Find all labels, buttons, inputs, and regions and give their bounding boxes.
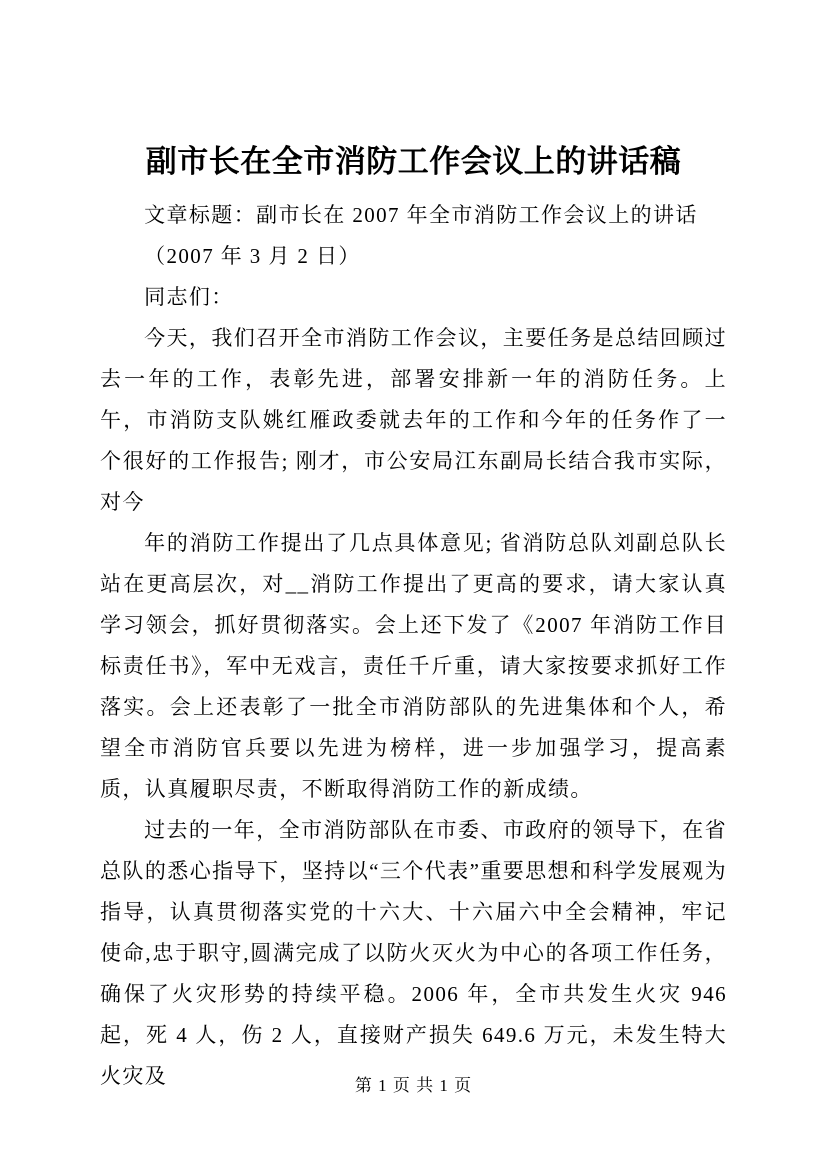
salutation: 同志们：: [144, 285, 234, 309]
body-paragraph-1: 今天，我们召开全市消防工作会议，主要任务是总结回顾过去一年的工作，表彰先进，部署安排新一年的消防任务。上午，市消防支队姚红雁政委就去年的工作和今年的任务作了一个很好的工作报告; 刚才，市公安局江东副局长结合我市实际，对今: [100, 326, 727, 514]
document-title: 副市长在全市消防工作会议上的讲话稿: [145, 144, 682, 179]
body-paragraph-3: 过去的一年，全市消防部队在市委、市政府的领导下，在省总队的悉心指导下，坚持以“三个代表”重要思想和科学发展观为指导，认真贯彻落实党的十六大、十六届六中全会精神，牢记使命,忠于职守,圆满完成了以防火灭火为中心的各项工作任务，确保了火灾形势的持续平稳。2006 年，全市共发生火灾 946 起，死 4 人，伤 2 人，直接财产损失 649.6 万元，未发生特大火灾及: [100, 818, 727, 1088]
article-date-line: （2007 年 3 月 2 日）: [144, 244, 361, 268]
body-paragraph-2: 年的消防工作提出了几点具体意见; 省消防总队刘副总队长站在更高层次，对__消防工作提出了更高的要求，请大家认真学习领会，抓好贯彻落实。会上还下发了《2007 年消防工作目标责任书》，军中无戏言，责任千斤重，请大家按要求抓好工作落实。会上还表彰了一批全市消防部队的先进集体和个人，希望全市消防官兵要以先进为榜样，进一步加强学习，提高素质，认真履职尽责，不断取得消防工作的新成绩。: [100, 531, 727, 801]
document-content: [100, 136, 727, 1097]
page-number-footer: 第 1 页 共 1 页: [354, 1076, 473, 1095]
article-title-line: 文章标题：副市长在 2007 年全市消防工作会议上的讲话: [144, 203, 698, 227]
